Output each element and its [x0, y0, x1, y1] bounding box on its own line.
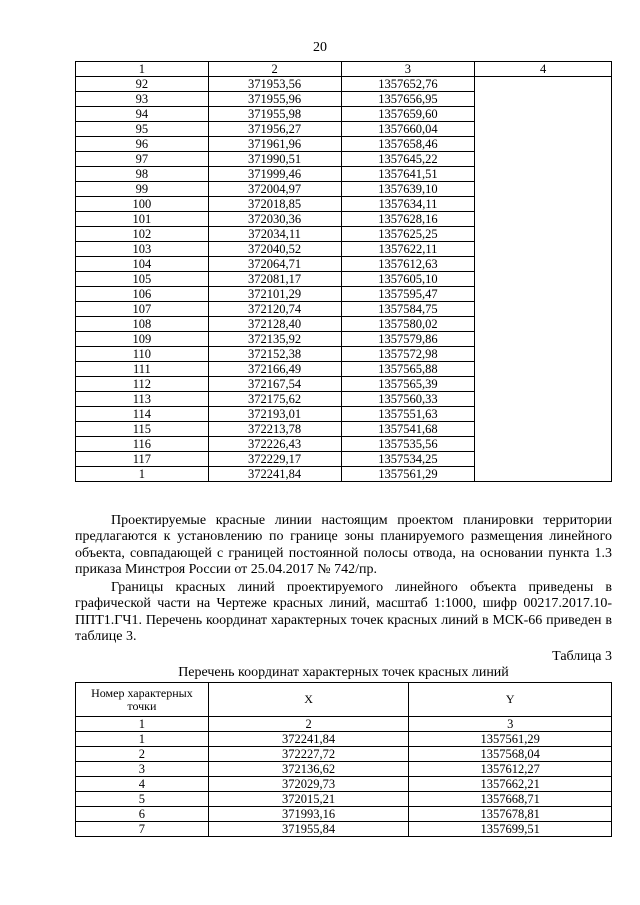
table-cell: 110 [76, 347, 209, 362]
table-cell: 1 [76, 467, 209, 482]
table-cell: 1357641,51 [341, 167, 475, 182]
header-cell: 2 [208, 62, 341, 77]
table-cell: 371955,96 [208, 92, 341, 107]
table-cell: 1357579,86 [341, 332, 475, 347]
table-cell: 371999,46 [208, 167, 341, 182]
table-header-row [76, 62, 612, 77]
page-number: 20 [313, 40, 327, 55]
table-cell: 116 [76, 437, 209, 452]
table-cell: 1357580,02 [341, 317, 475, 332]
table-cell: 1357622,11 [341, 242, 475, 257]
table-cell: 102 [76, 227, 209, 242]
table-cell: 372229,17 [208, 452, 341, 467]
subheader-cell: 2 [208, 717, 409, 732]
table-row [76, 777, 612, 792]
table-cell: 1357561,29 [341, 467, 475, 482]
table-cell: 7 [76, 822, 209, 837]
table-cell: 1357699,51 [409, 822, 612, 837]
table-cell: 97 [76, 152, 209, 167]
table-cell: 372128,40 [208, 317, 341, 332]
table-cell: 5 [76, 792, 209, 807]
header-cell: 1 [76, 62, 209, 77]
table-row [76, 792, 612, 807]
table-cell: 1357678,81 [409, 807, 612, 822]
table-cell: 372120,74 [208, 302, 341, 317]
table-cell: 113 [76, 392, 209, 407]
paragraph-red-lines-establishment [75, 513, 612, 578]
table-cell: 1357551,63 [341, 407, 475, 422]
table-title: Перечень координат характерных точек красных линий [178, 665, 509, 680]
table-cell: 371955,84 [208, 822, 409, 837]
table-cell: 92 [76, 77, 209, 92]
header-cell-x: X [208, 683, 409, 717]
table-cell: 112 [76, 377, 209, 392]
table-cell: 3 [76, 762, 209, 777]
table-cell: 98 [76, 167, 209, 182]
table-cell: 371993,16 [208, 807, 409, 822]
table-row [76, 762, 612, 777]
table-cell: 94 [76, 107, 209, 122]
table-cell: 103 [76, 242, 209, 257]
table-cell: 372227,72 [208, 747, 409, 762]
table-label: Таблица 3 [552, 649, 612, 664]
table-cell: 1357634,11 [341, 197, 475, 212]
table-cell: 372018,85 [208, 197, 341, 212]
table-cell: 371955,98 [208, 107, 341, 122]
table-cell: 372193,01 [208, 407, 341, 422]
table-cell: 372101,29 [208, 287, 341, 302]
table-cell: 372015,21 [208, 792, 409, 807]
table-cell: 114 [76, 407, 209, 422]
table-cell: 117 [76, 452, 209, 467]
table-cell: 1357662,21 [409, 777, 612, 792]
table-cell: 105 [76, 272, 209, 287]
table-cell: 372166,49 [208, 362, 341, 377]
table-subheader-row [76, 717, 612, 732]
table-row [76, 747, 612, 762]
table-row [76, 822, 612, 837]
table-cell: 109 [76, 332, 209, 347]
table-cell: 104 [76, 257, 209, 272]
subheader-cell: 3 [409, 717, 612, 732]
table-cell: 372136,62 [208, 762, 409, 777]
paragraph-red-lines-boundaries [75, 580, 612, 645]
table-cell: 1357625,25 [341, 227, 475, 242]
table-cell: 372081,17 [208, 272, 341, 287]
table-row [76, 807, 612, 822]
table-cell: 372152,38 [208, 347, 341, 362]
table-cell: 1357628,16 [341, 212, 475, 227]
table-cell: 1357668,71 [409, 792, 612, 807]
header-cell: 3 [341, 62, 475, 77]
table-cell: 371956,27 [208, 122, 341, 137]
table-cell: 372029,73 [208, 777, 409, 792]
header-cell-point-number: Номер характерных точки [76, 683, 209, 717]
table-cell: 100 [76, 197, 209, 212]
red-lines-points-table [75, 682, 612, 837]
paragraph-text: Проектируемые красные линии настоящим проектом планировки территории предлагаются к установлению по границе зоны планируемого размещения линейного объекта, совпадающей с границей постоянной полосы отвода, на основании пункта 1.3 приказа Минстроя России от 25.04.2017 № 742/пр. [75, 513, 612, 577]
table-cell: 1357595,47 [341, 287, 475, 302]
table-cell: 111 [76, 362, 209, 377]
table-row [76, 77, 612, 92]
table-cell: 1357605,10 [341, 272, 475, 287]
table-cell: 2 [76, 747, 209, 762]
table-cell: 372040,52 [208, 242, 341, 257]
table-cell: 6 [76, 807, 209, 822]
table-cell: 108 [76, 317, 209, 332]
table-cell: 1357659,60 [341, 107, 475, 122]
table-cell: 1357645,22 [341, 152, 475, 167]
header-cell-y: Y [409, 683, 612, 717]
table-header-row [76, 683, 612, 717]
table-cell: 106 [76, 287, 209, 302]
table-cell: 372213,78 [208, 422, 341, 437]
subheader-cell: 1 [76, 717, 209, 732]
table-cell: 372004,97 [208, 182, 341, 197]
table-cell: 101 [76, 212, 209, 227]
table-cell: 372167,54 [208, 377, 341, 392]
table-cell: 371953,56 [208, 77, 341, 92]
table-cell: 372226,43 [208, 437, 341, 452]
table-cell: 1357541,68 [341, 422, 475, 437]
table-cell: 1357565,39 [341, 377, 475, 392]
table-cell: 1357639,10 [341, 182, 475, 197]
table-cell: 1357534,25 [341, 452, 475, 467]
table-cell: 96 [76, 137, 209, 152]
table-cell: 1357652,76 [341, 77, 475, 92]
table-cell: 115 [76, 422, 209, 437]
table-cell: 1357572,98 [341, 347, 475, 362]
table-cell: 107 [76, 302, 209, 317]
table-cell: 93 [76, 92, 209, 107]
table-cell: 371961,96 [208, 137, 341, 152]
table-cell: 1357561,29 [409, 732, 612, 747]
table-cell: 372034,11 [208, 227, 341, 242]
table-cell: 1357656,95 [341, 92, 475, 107]
empty-merged-cell [475, 77, 612, 482]
table-cell: 1357660,04 [341, 122, 475, 137]
coordinates-table-continued [75, 61, 612, 482]
table-cell: 1357658,46 [341, 137, 475, 152]
table-cell: 372241,84 [208, 732, 409, 747]
table-row [76, 732, 612, 747]
table-cell: 372241,84 [208, 467, 341, 482]
table-cell: 371990,51 [208, 152, 341, 167]
table-cell: 372175,62 [208, 392, 341, 407]
table-cell: 4 [76, 777, 209, 792]
table-cell: 372030,36 [208, 212, 341, 227]
table-cell: 1357560,33 [341, 392, 475, 407]
table-cell: 99 [76, 182, 209, 197]
table-cell: 1357584,75 [341, 302, 475, 317]
table-cell: 1357565,88 [341, 362, 475, 377]
table-cell: 1357568,04 [409, 747, 612, 762]
header-cell: 4 [475, 62, 612, 77]
table-cell: 95 [76, 122, 209, 137]
table-cell: 372064,71 [208, 257, 341, 272]
paragraph-text: Границы красных линий проектируемого линейного объекта приведены в графической части на Чертеже красных линий, масштаб 1:1000, шифр 00217.2017.10-ППТ1.ГЧ1. Перечень координат характерных точек красных линий в МСК-66 приведен в таблице 3. [75, 580, 612, 644]
table-cell: 1357612,63 [341, 257, 475, 272]
table-cell: 1357612,27 [409, 762, 612, 777]
table-cell: 372135,92 [208, 332, 341, 347]
table-cell: 1357535,56 [341, 437, 475, 452]
table-cell: 1 [76, 732, 209, 747]
